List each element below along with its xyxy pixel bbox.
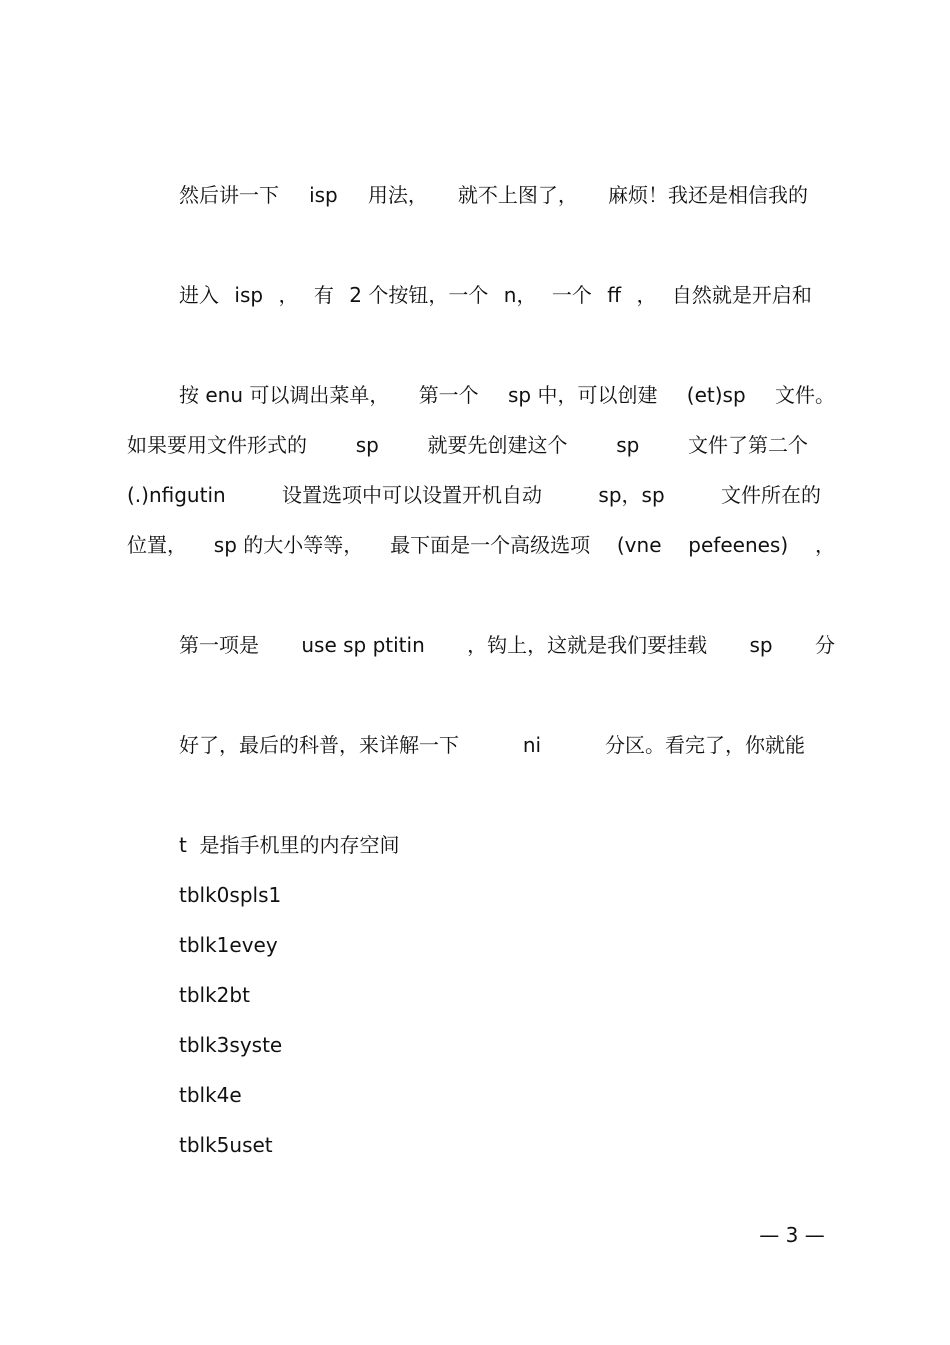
text-segment: isp — [234, 283, 264, 307]
paragraph-5-line-1 — [127, 720, 835, 770]
text-segment: (.)nfigutin — [127, 483, 226, 507]
text-segment: use sp ptitin — [301, 633, 425, 657]
list-item: tblk5uset — [179, 1133, 273, 1157]
paragraph-3-line-1 — [127, 370, 835, 420]
paragraph-2-line-1 — [127, 270, 835, 320]
text-segment: sp 中，可以创建 — [508, 383, 658, 407]
text-segment: 麻烦！我还是相信我的 — [607, 183, 808, 207]
text-segment: 最下面是一个高级选项 — [390, 533, 591, 557]
text-segment: ， — [636, 283, 657, 307]
paragraph-3-line-4 — [127, 520, 835, 570]
paragraph-3-line-3 — [127, 470, 835, 520]
paragraph-1-line-2 — [127, 220, 835, 270]
paragraph-5-line-2 — [127, 770, 835, 820]
text-segment: 就要先创建这个 — [427, 433, 568, 457]
paragraph-4-line-1 — [127, 620, 835, 670]
text-segment: ni — [522, 733, 542, 757]
paragraph-3-line-2 — [127, 420, 835, 470]
text-segment: ，钩上，这就是我们要挂载 — [467, 633, 708, 657]
text-segment: sp — [355, 433, 379, 457]
text-segment: 文件了第二个 — [688, 433, 808, 457]
text-segment: (et)sp — [686, 383, 746, 407]
text-segment: n， — [503, 283, 537, 307]
text-segment: sp — [616, 433, 640, 457]
text-segment: 分 — [814, 633, 835, 657]
text-segment: pefeenes) — [688, 533, 789, 557]
text-segment: 分区。看完了，你就能 — [604, 733, 805, 757]
text-segment: 用法， — [367, 183, 428, 207]
text-segment: 文件。 — [774, 383, 835, 407]
list-item: t 是指手机里的内存空间 — [179, 833, 400, 857]
text-segment: 位置， — [127, 533, 187, 557]
text-segment: 进入 — [179, 283, 219, 307]
list-item: tblk0spls1 — [179, 883, 282, 907]
text-segment: 设置选项中可以设置开机自动 — [282, 483, 543, 507]
list-item: tblk2bt — [179, 983, 250, 1007]
text-segment: 按 enu 可以调出菜单， — [179, 383, 390, 407]
text-segment: 2 个按钮，一个 — [349, 283, 489, 307]
list-item: tblk3syste — [179, 1033, 283, 1057]
page-number: — 3 — — [759, 1223, 825, 1247]
text-segment: 然后讲一下 — [179, 183, 279, 207]
text-segment: ff — [607, 283, 622, 307]
text-segment: sp 的大小等等， — [213, 533, 364, 557]
text-segment: sp — [749, 633, 773, 657]
text-segment: 文件所在的 — [721, 483, 821, 507]
paragraph-3-line-5 — [127, 570, 835, 620]
text-segment: 有 — [313, 283, 334, 307]
text-segment: 自然就是开启和 — [671, 283, 812, 307]
page-body — [127, 170, 835, 1170]
text-segment: 第一个 — [418, 383, 479, 407]
text-segment: 好了，最后的科普，来详解一下 — [179, 733, 459, 757]
list-item: tblk4e — [179, 1083, 242, 1107]
paragraph-4-line-2 — [127, 670, 835, 720]
text-segment: ， — [814, 533, 835, 557]
text-segment: ， — [278, 283, 299, 307]
text-segment: 如果要用文件形式的 — [127, 433, 307, 457]
text-segment: 一个 — [551, 283, 592, 307]
text-segment: sp，sp — [598, 483, 665, 507]
text-segment: isp — [309, 183, 338, 207]
list-item: tblk1evey — [179, 933, 278, 957]
text-segment: 就不上图了， — [457, 183, 578, 207]
text-segment: 第一项是 — [179, 633, 259, 657]
text-segment: (vne — [616, 533, 662, 557]
paragraph-1-line-1 — [127, 170, 835, 220]
paragraph-2-line-2 — [127, 320, 835, 370]
